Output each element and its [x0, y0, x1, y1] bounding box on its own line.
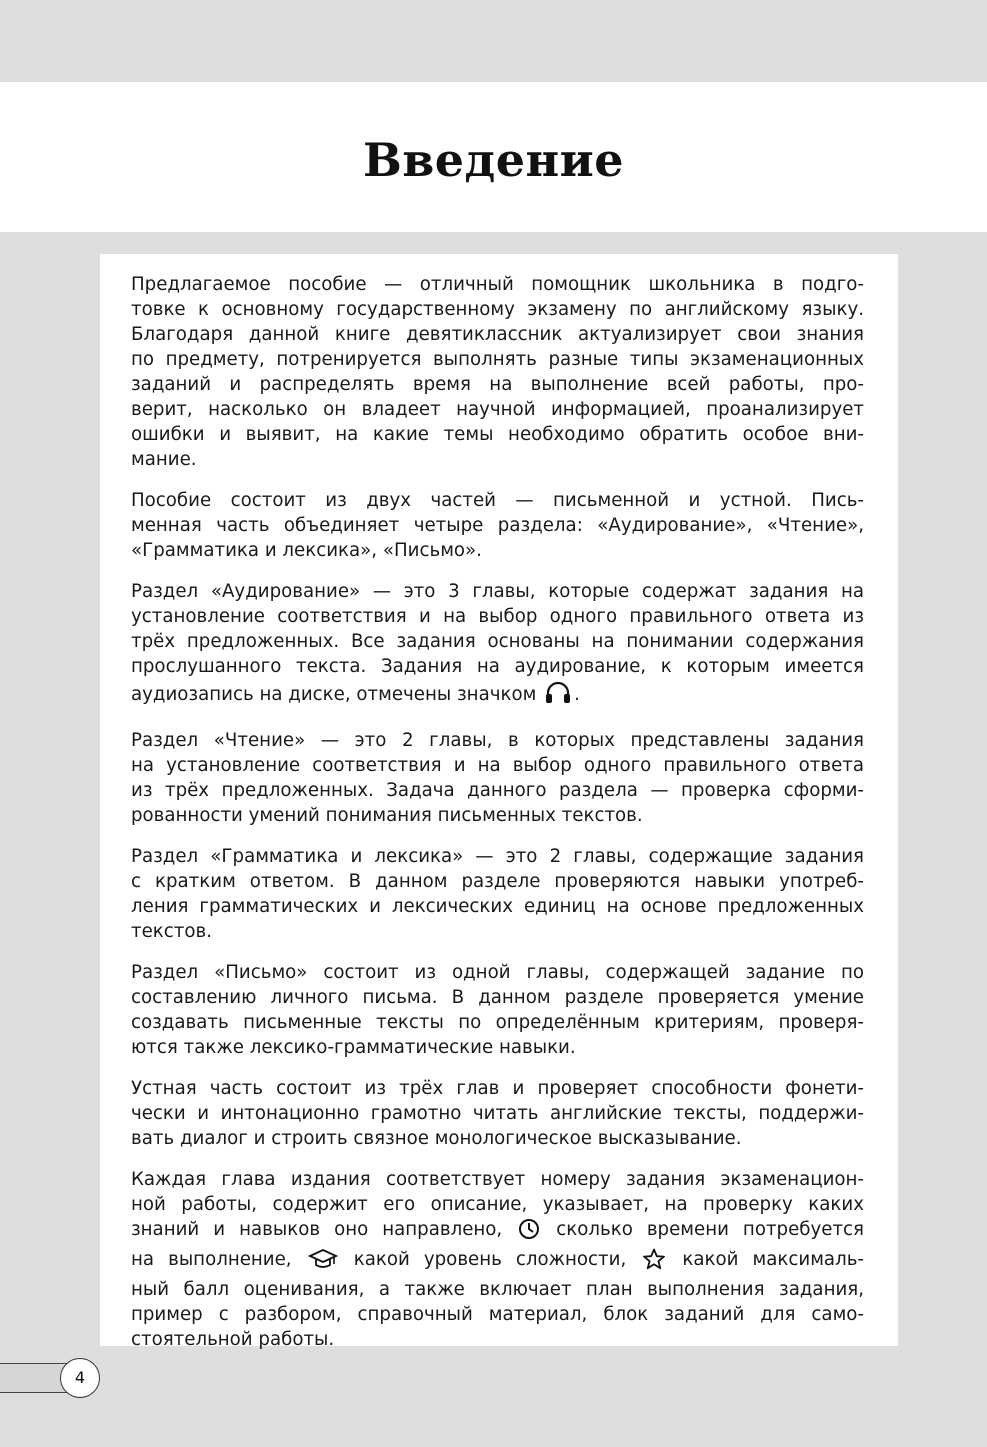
text-line: из трёх предложенных. Задача данного раздела — проверка сформи-: [131, 780, 864, 801]
text-fragment: на выполнение,: [131, 1249, 292, 1270]
text-line: менная часть объединяет четыре раздела: «Аудирование», «Чтение»,: [131, 515, 864, 536]
text-line: по предмету, потренируется выполнять разные типы экзаменационных: [131, 349, 864, 370]
text-line: создавать письменные тексты по определённым критериям, проверя-: [131, 1012, 864, 1033]
text-line: Раздел «Грамматика и лексика» — это 2 главы, содержащие задания: [131, 846, 864, 867]
text-line: [131, 1217, 864, 1247]
page-title: Введение: [362, 133, 625, 187]
paragraph-intro: [131, 272, 864, 472]
clock-icon: [518, 1218, 540, 1247]
text-line: чески и интонационно грамотно читать английские тексты, поддержи-: [131, 1103, 864, 1124]
text-line: рованности умений понимания письменных текстов.: [131, 805, 643, 826]
text-line: составлению личного письма. В данном разделе проверяется умение: [131, 987, 864, 1008]
text-fragment: .: [574, 684, 580, 705]
text-line: Раздел «Письмо» состоит из одной главы, содержащей задание по: [131, 962, 864, 983]
text-fragment: сколько времени потребуется: [556, 1219, 864, 1240]
graduation-cap-icon: [308, 1248, 338, 1277]
text-fragment: аудиозапись на диске, отмечены значком: [131, 684, 537, 705]
star-icon: [642, 1248, 666, 1277]
text-line: заданий и распределять время на выполнение всей работы, про-: [131, 374, 864, 395]
text-line: «Грамматика и лексика», «Письмо».: [131, 540, 482, 561]
text-line: верит, насколько он владеет научной информацией, проанализирует: [131, 399, 864, 420]
text-line: вать диалог и строить связное монологическое высказывание.: [131, 1128, 742, 1149]
text-line: ошибки и выявит, на какие темы необходимо обратить особое вни-: [131, 424, 864, 445]
paragraph-chapter-structure: [131, 1167, 864, 1352]
text-line: прослушанного текста. Задания на аудирование, к которым имеется: [131, 656, 864, 677]
text-line: ной работы, содержит его описание, указывает, на проверку каких: [131, 1194, 864, 1215]
headphones-icon: [544, 679, 572, 712]
paragraph-writing: [131, 960, 864, 1060]
text-line: товке к основному государственному экзамену по английскому языку.: [131, 299, 864, 320]
text-fragment: какой максималь-: [682, 1249, 864, 1270]
text-line: Пособие состоит из двух частей — письменной и устной. Пись-: [131, 490, 864, 511]
text-line: с кратким ответом. В данном разделе проверяются навыки употреб-: [131, 871, 864, 892]
paragraph-structure: [131, 488, 864, 563]
text-line: пример с разбором, справочный материал, блок заданий для само-: [131, 1304, 864, 1325]
page-number: 4: [60, 1358, 100, 1398]
text-line: ления грамматических и лексических единиц на основе предложенных: [131, 896, 864, 917]
text-line: Благодаря данной книге девятиклассник актуализирует свои знания: [131, 324, 864, 345]
text-line: Раздел «Чтение» — это 2 главы, в которых представлены задания: [131, 730, 864, 751]
text-line: Каждая глава издания соответствует номеру задания экзаменацион-: [131, 1169, 864, 1190]
top-band: [0, 0, 987, 82]
text-line: текстов.: [131, 921, 212, 942]
text-line: ный балл оценивания, а также включает план выполнения задания,: [131, 1279, 864, 1300]
paragraph-reading: [131, 728, 864, 828]
paragraph-grammar: [131, 844, 864, 944]
text-line: установление соответствия и на выбор одного правильного ответа из: [131, 606, 864, 627]
text-line: трёх предложенных. Все задания основаны на понимании содержания: [131, 631, 864, 652]
text-line: ются также лексико-грамматические навыки.: [131, 1037, 576, 1058]
text-line: [131, 1247, 864, 1277]
text-line: стоятельной работы.: [131, 1329, 335, 1350]
paragraph-oral: [131, 1076, 864, 1151]
text-fragment: знаний и навыков оно направлено,: [131, 1219, 503, 1240]
text-line: Устная часть состоит из трёх глав и проверяет способности фонети-: [131, 1078, 864, 1099]
text-line: [131, 679, 864, 712]
content-box: [100, 254, 898, 1350]
paragraph-listening: [131, 579, 864, 712]
text-line: Раздел «Аудирование» — это 3 главы, которые содержат задания на: [131, 581, 864, 602]
text-fragment: какой уровень сложности,: [353, 1249, 627, 1270]
text-line: Предлагаемое пособие — отличный помощник школьника в подго-: [131, 274, 864, 295]
text-line: мание.: [131, 449, 197, 470]
text-line: на установление соответствия и на выбор одного правильного ответа: [131, 755, 864, 776]
